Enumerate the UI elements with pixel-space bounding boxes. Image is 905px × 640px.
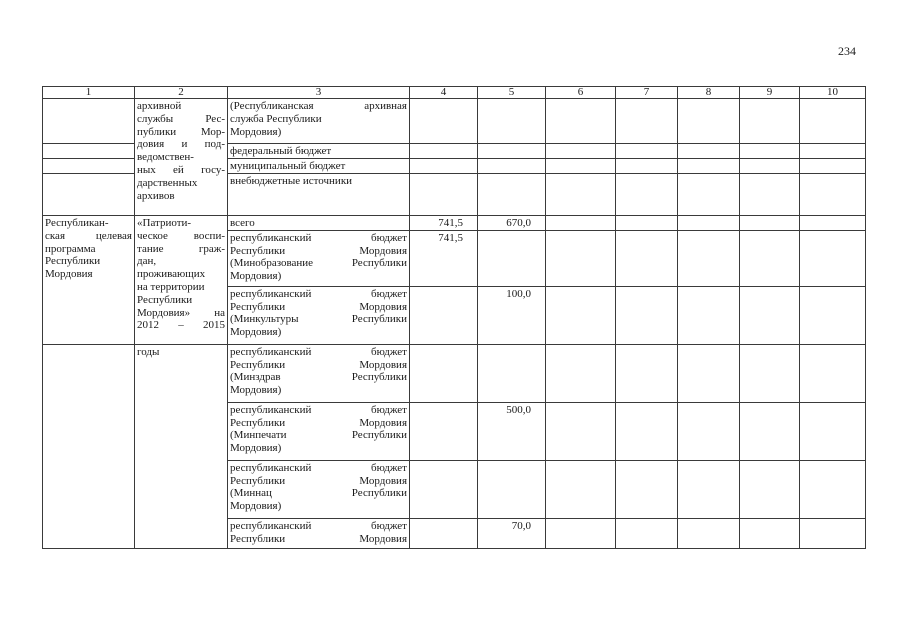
cell-line: республиканский бюджет bbox=[230, 231, 407, 244]
cell-line: ческое воспи- bbox=[137, 229, 225, 242]
cell-line: службы Рес- bbox=[137, 112, 225, 125]
column-header: 6 bbox=[546, 87, 616, 99]
cell-line: (Минобразование Республики bbox=[230, 257, 407, 270]
cell-line: (Минкультуры Республики bbox=[230, 313, 407, 326]
column-header: 5 bbox=[478, 87, 546, 99]
value-cell: 70,0 bbox=[478, 518, 546, 548]
cell-line: Мордовия) bbox=[230, 125, 282, 138]
cell-line: Мордовия) bbox=[230, 384, 282, 397]
cell-line: довия и под- bbox=[137, 138, 225, 151]
cell-line: «Патриоти- bbox=[137, 217, 192, 229]
value-cell: 100,0 bbox=[478, 286, 546, 344]
value-cell bbox=[478, 460, 546, 518]
cell-line: публики Мор- bbox=[137, 125, 225, 138]
cell-line: (Миннац Республики bbox=[230, 487, 407, 500]
funding-source-cell: внебюджетные источники bbox=[228, 174, 410, 216]
table-row bbox=[43, 99, 866, 144]
cell-line: Республики Мордовия bbox=[230, 474, 407, 487]
cell-line: ных ей госу- bbox=[137, 163, 225, 176]
cell-line: Республики Мордовия bbox=[230, 416, 407, 429]
cell-line: (Минздрав Республики bbox=[230, 371, 407, 384]
column-header: 4 bbox=[410, 87, 478, 99]
cell-line: Мордовия) bbox=[230, 270, 282, 283]
cell-line: республиканский бюджет bbox=[230, 461, 407, 474]
value-cell: 670,0 bbox=[478, 216, 546, 231]
cell-line: архивной bbox=[137, 100, 182, 112]
funding-source-cell bbox=[228, 286, 410, 344]
cell-line: программа bbox=[45, 242, 96, 255]
funding-source-cell bbox=[228, 460, 410, 518]
cell-line: ская целевая bbox=[45, 229, 132, 242]
cell-line: Мордовия» на bbox=[137, 306, 225, 319]
value-cell: 500,0 bbox=[478, 402, 546, 460]
column-header: 3 bbox=[228, 87, 410, 99]
cell-line: проживающих bbox=[137, 268, 206, 281]
funding-source-cell: федеральный бюджет bbox=[228, 144, 410, 159]
cell-line: Республики Мордовия bbox=[230, 358, 407, 371]
cell-line: Мордовия bbox=[45, 268, 93, 281]
program-name-cell bbox=[135, 344, 228, 548]
table-row bbox=[43, 344, 866, 402]
cell-line: Республики bbox=[45, 255, 101, 268]
financing-table bbox=[42, 86, 866, 549]
funding-source-cell bbox=[228, 99, 410, 144]
cell-line: республиканский бюджет bbox=[230, 403, 407, 416]
value-cell: 741,5 bbox=[410, 216, 478, 231]
column-number-row bbox=[43, 87, 866, 99]
cell-line: тание граж- bbox=[137, 242, 225, 255]
value-cell bbox=[410, 344, 478, 402]
value-cell bbox=[478, 344, 546, 402]
column-header: 7 bbox=[616, 87, 678, 99]
cell-line: Мордовия) bbox=[230, 442, 282, 455]
cell-line: 2012 – 2015 bbox=[137, 319, 225, 332]
cell-line: Республики Мордовия bbox=[230, 300, 407, 313]
cell-line: Республикан- bbox=[45, 217, 109, 229]
funding-source-cell bbox=[228, 344, 410, 402]
column-header: 2 bbox=[135, 87, 228, 99]
column-header: 9 bbox=[740, 87, 800, 99]
cell-line: архивов bbox=[137, 189, 175, 202]
cell-line: дан, bbox=[137, 255, 157, 268]
program-name-cell bbox=[135, 216, 228, 345]
cell-line: Мордовия) bbox=[230, 326, 282, 339]
column-header: 1 bbox=[43, 87, 135, 99]
program-name-cell bbox=[135, 99, 228, 216]
value-cell: 741,5 bbox=[410, 230, 478, 286]
table-row bbox=[43, 216, 866, 231]
cell-line: служба Республики bbox=[230, 112, 322, 125]
funding-source-cell bbox=[228, 402, 410, 460]
cell-line: Республики Мордовия bbox=[230, 244, 407, 257]
program-type-cell bbox=[43, 216, 135, 345]
cell-line: (Минпечати Республики bbox=[230, 429, 407, 442]
cell-line: дарственных bbox=[137, 176, 198, 189]
column-header: 8 bbox=[678, 87, 740, 99]
value-cell bbox=[410, 460, 478, 518]
value-cell bbox=[410, 402, 478, 460]
cell-line: ведомствен- bbox=[137, 151, 194, 164]
value-cell bbox=[410, 518, 478, 548]
funding-source-cell: муниципальный бюджет bbox=[228, 159, 410, 174]
cell-line: на территории bbox=[137, 280, 205, 293]
cell-line: Республики Мордовия bbox=[230, 532, 407, 545]
cell-line: Мордовия) bbox=[230, 500, 282, 513]
page-number: 234 bbox=[838, 44, 856, 58]
funding-source-cell bbox=[228, 518, 410, 548]
value-cell bbox=[478, 230, 546, 286]
funding-source-cell: всего bbox=[228, 216, 410, 231]
value-cell bbox=[410, 286, 478, 344]
cell-line: республиканский бюджет bbox=[230, 287, 407, 300]
cell-line: республиканский бюджет bbox=[230, 345, 407, 358]
column-header: 10 bbox=[800, 87, 866, 99]
cell-line: Республики bbox=[137, 293, 193, 306]
cell-line: годы bbox=[137, 345, 160, 358]
cell-line: (Республиканская архивная bbox=[230, 100, 407, 112]
cell-line: республиканский бюджет bbox=[230, 519, 407, 532]
funding-source-cell bbox=[228, 230, 410, 286]
